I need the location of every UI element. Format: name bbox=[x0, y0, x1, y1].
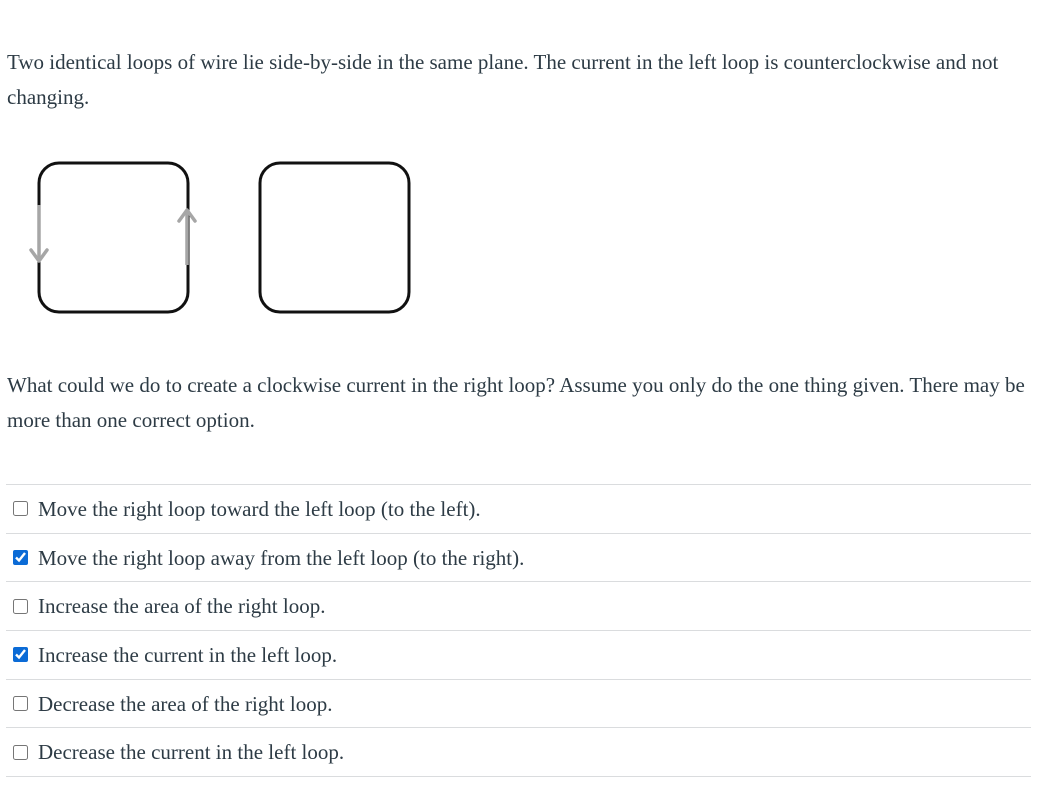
answer-checkbox[interactable] bbox=[13, 501, 28, 516]
answer-label: Increase the area of the right loop. bbox=[38, 594, 326, 619]
answer-label: Increase the current in the left loop. bbox=[38, 642, 338, 667]
answer-option[interactable] bbox=[6, 728, 1031, 777]
answer-checkbox[interactable] bbox=[13, 550, 28, 565]
answer-option[interactable] bbox=[6, 534, 1031, 583]
answer-option[interactable] bbox=[6, 485, 1031, 534]
answer-checkbox[interactable] bbox=[13, 696, 28, 711]
loops-diagram bbox=[28, 155, 428, 325]
answer-option[interactable] bbox=[6, 680, 1031, 729]
arrow-down-icon bbox=[31, 205, 47, 261]
answer-label: Decrease the current in the left loop. bbox=[38, 740, 345, 765]
answer-label: Decrease the area of the right loop. bbox=[38, 691, 333, 716]
arrow-up-icon bbox=[179, 210, 195, 265]
right-loop bbox=[260, 163, 409, 312]
answer-list bbox=[6, 484, 1031, 777]
answer-label: Move the right loop toward the left loop (to the left). bbox=[38, 496, 481, 521]
answer-checkbox[interactable] bbox=[13, 745, 28, 760]
prompt-text: What could we do to create a clockwise current in the right loop? Assume you only do the one thing given. There may be more than one correct option. bbox=[7, 373, 1025, 432]
answer-option[interactable] bbox=[6, 631, 1031, 680]
left-loop bbox=[39, 163, 188, 312]
answer-label: Move the right loop away from the left loop (to the right). bbox=[38, 545, 525, 570]
answer-checkbox[interactable] bbox=[13, 599, 28, 614]
question-text: Two identical loops of wire lie side-by-side in the same plane. The current in the left loop is counterclockwise and not changing. bbox=[7, 50, 999, 109]
answer-checkbox[interactable] bbox=[13, 647, 28, 662]
answer-option[interactable] bbox=[6, 582, 1031, 631]
